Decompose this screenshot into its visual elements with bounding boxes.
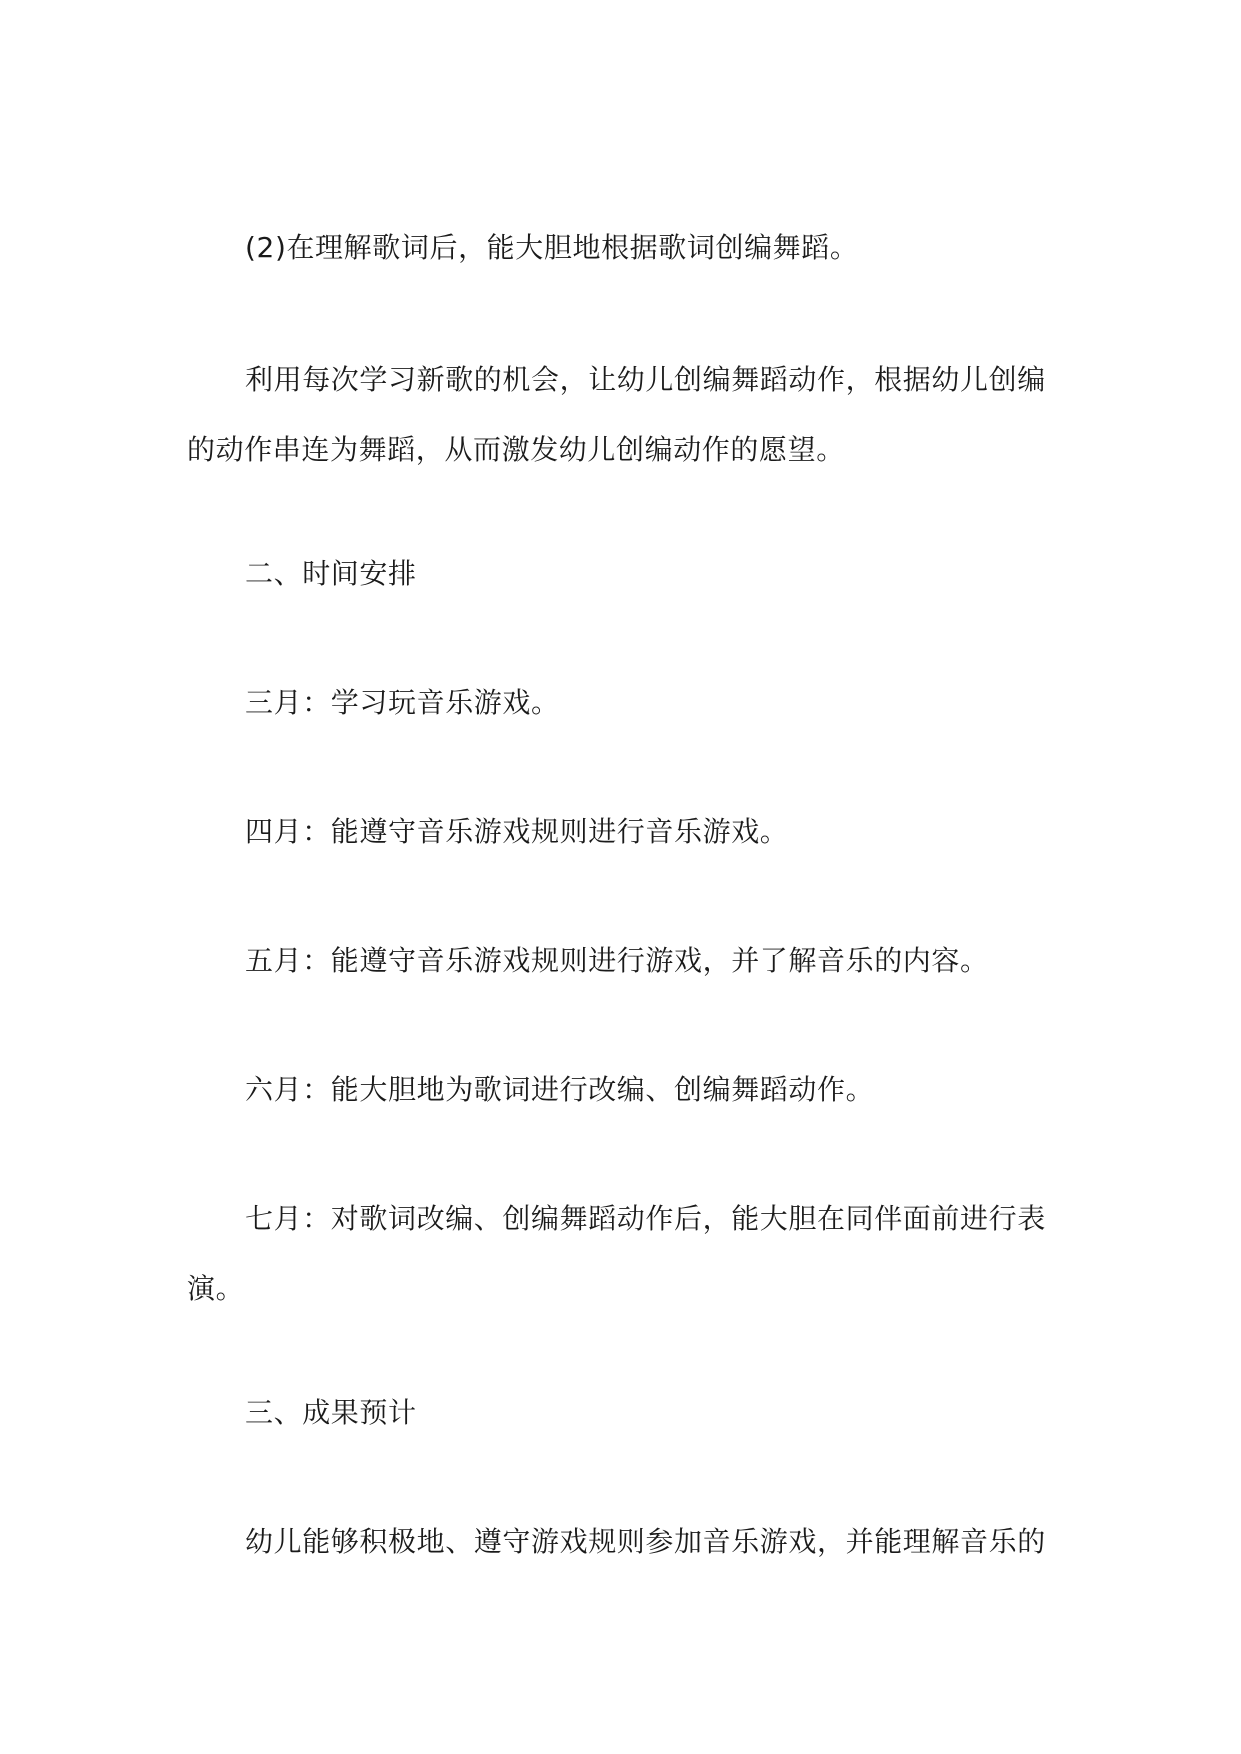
section-heading-schedule: 二、时间安排: [245, 557, 417, 590]
paragraph-method: 利用每次学习新歌的机会，让幼儿创编舞蹈动作，根据幼儿创编的动作串连为舞蹈，从而激发幼儿创编动作的愿望。: [187, 363, 1046, 466]
paragraph-may: 五月：能遵守音乐游戏规则进行游戏，并了解音乐的内容。: [245, 944, 989, 977]
paragraph-april: 四月：能遵守音乐游戏规则进行音乐游戏。: [245, 815, 789, 848]
paragraph-june: 六月：能大胆地为歌词进行改编、创编舞蹈动作。: [245, 1073, 875, 1106]
paragraph-outcome-text: 幼儿能够积极地、遵守游戏规则参加音乐游戏，并能理解音乐的: [245, 1525, 1046, 1558]
section-heading-outcomes: 三、成果预计: [245, 1396, 417, 1429]
paragraph-goal-2: (2)在理解歌词后，能大胆地根据歌词创编舞蹈。: [245, 231, 859, 264]
paragraph-july: 七月：对歌词改编、创编舞蹈动作后，能大胆在同伴面前进行表演。: [187, 1202, 1046, 1305]
paragraph-march: 三月：学习玩音乐游戏。: [245, 686, 560, 719]
